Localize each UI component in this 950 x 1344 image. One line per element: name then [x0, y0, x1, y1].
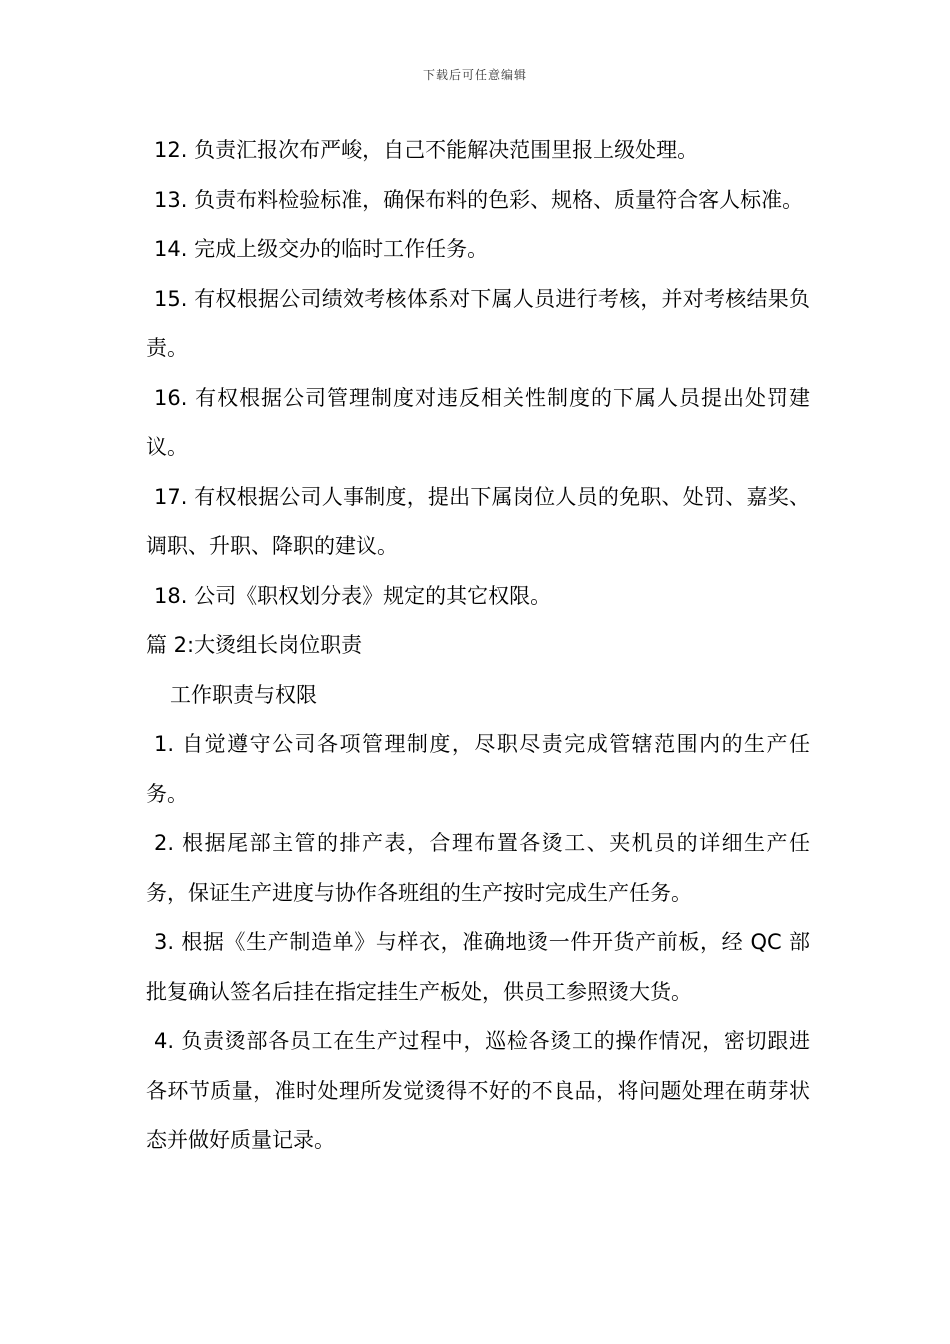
- list-item: 13. 负责布料检验标准，确保布料的色彩、规格、质量符合客人标准。: [154, 187, 804, 212]
- list-item: 17. 有权根据公司人事制度，提出下属岗位人员的免职、处罚、嘉奖、调职、升职、降职的建议。: [146, 484, 810, 558]
- list-item: 18. 公司《职权划分表》规定的其它权限。: [154, 583, 552, 608]
- list-item: 16. 有权根据公司管理制度对违反相关性制度的下属人员提出处罚建议。: [146, 385, 810, 459]
- list-item: 14. 完成上级交办的临时工作任务。: [154, 237, 489, 261]
- list-item: 15. 有权根据公司绩效考核体系对下属人员进行考核，并对考核结果负责。: [146, 286, 810, 360]
- list-item: 3. 根据《生产制造单》与样衣，准确地烫一件开货产前板，经 QC 部批复确认签名后挂在指定挂生产板处，供员工参照烫大货。: [146, 930, 810, 1004]
- list-item: 4. 负责烫部各员工在生产过程中，巡检各烫工的操作情况，密切跟进各环节质量，准时处理所发觉烫得不好的不良品，将问题处理在萌芽状态并做好质量记录。: [146, 1029, 810, 1152]
- section-heading: 篇 2:大烫组长岗位职责: [146, 633, 363, 657]
- page-header: 下载后可任意编辑: [422, 68, 527, 82]
- list-item: 1. 自觉遵守公司各项管理制度，尽职尽责完成管辖范围内的生产任务。: [146, 732, 810, 806]
- section-subheading: 工作职责与权限: [170, 682, 317, 707]
- list-item: 2. 根据尾部主管的排产表，合理布置各烫工、夹机员的详细生产任务，保证生产进度与协作各班组的生产按时完成生产任务。: [146, 831, 810, 905]
- document-body: [146, 126, 810, 1166]
- list-item: 12. 负责汇报次布严峻，自己不能解决范围里报上级处理。: [154, 138, 699, 162]
